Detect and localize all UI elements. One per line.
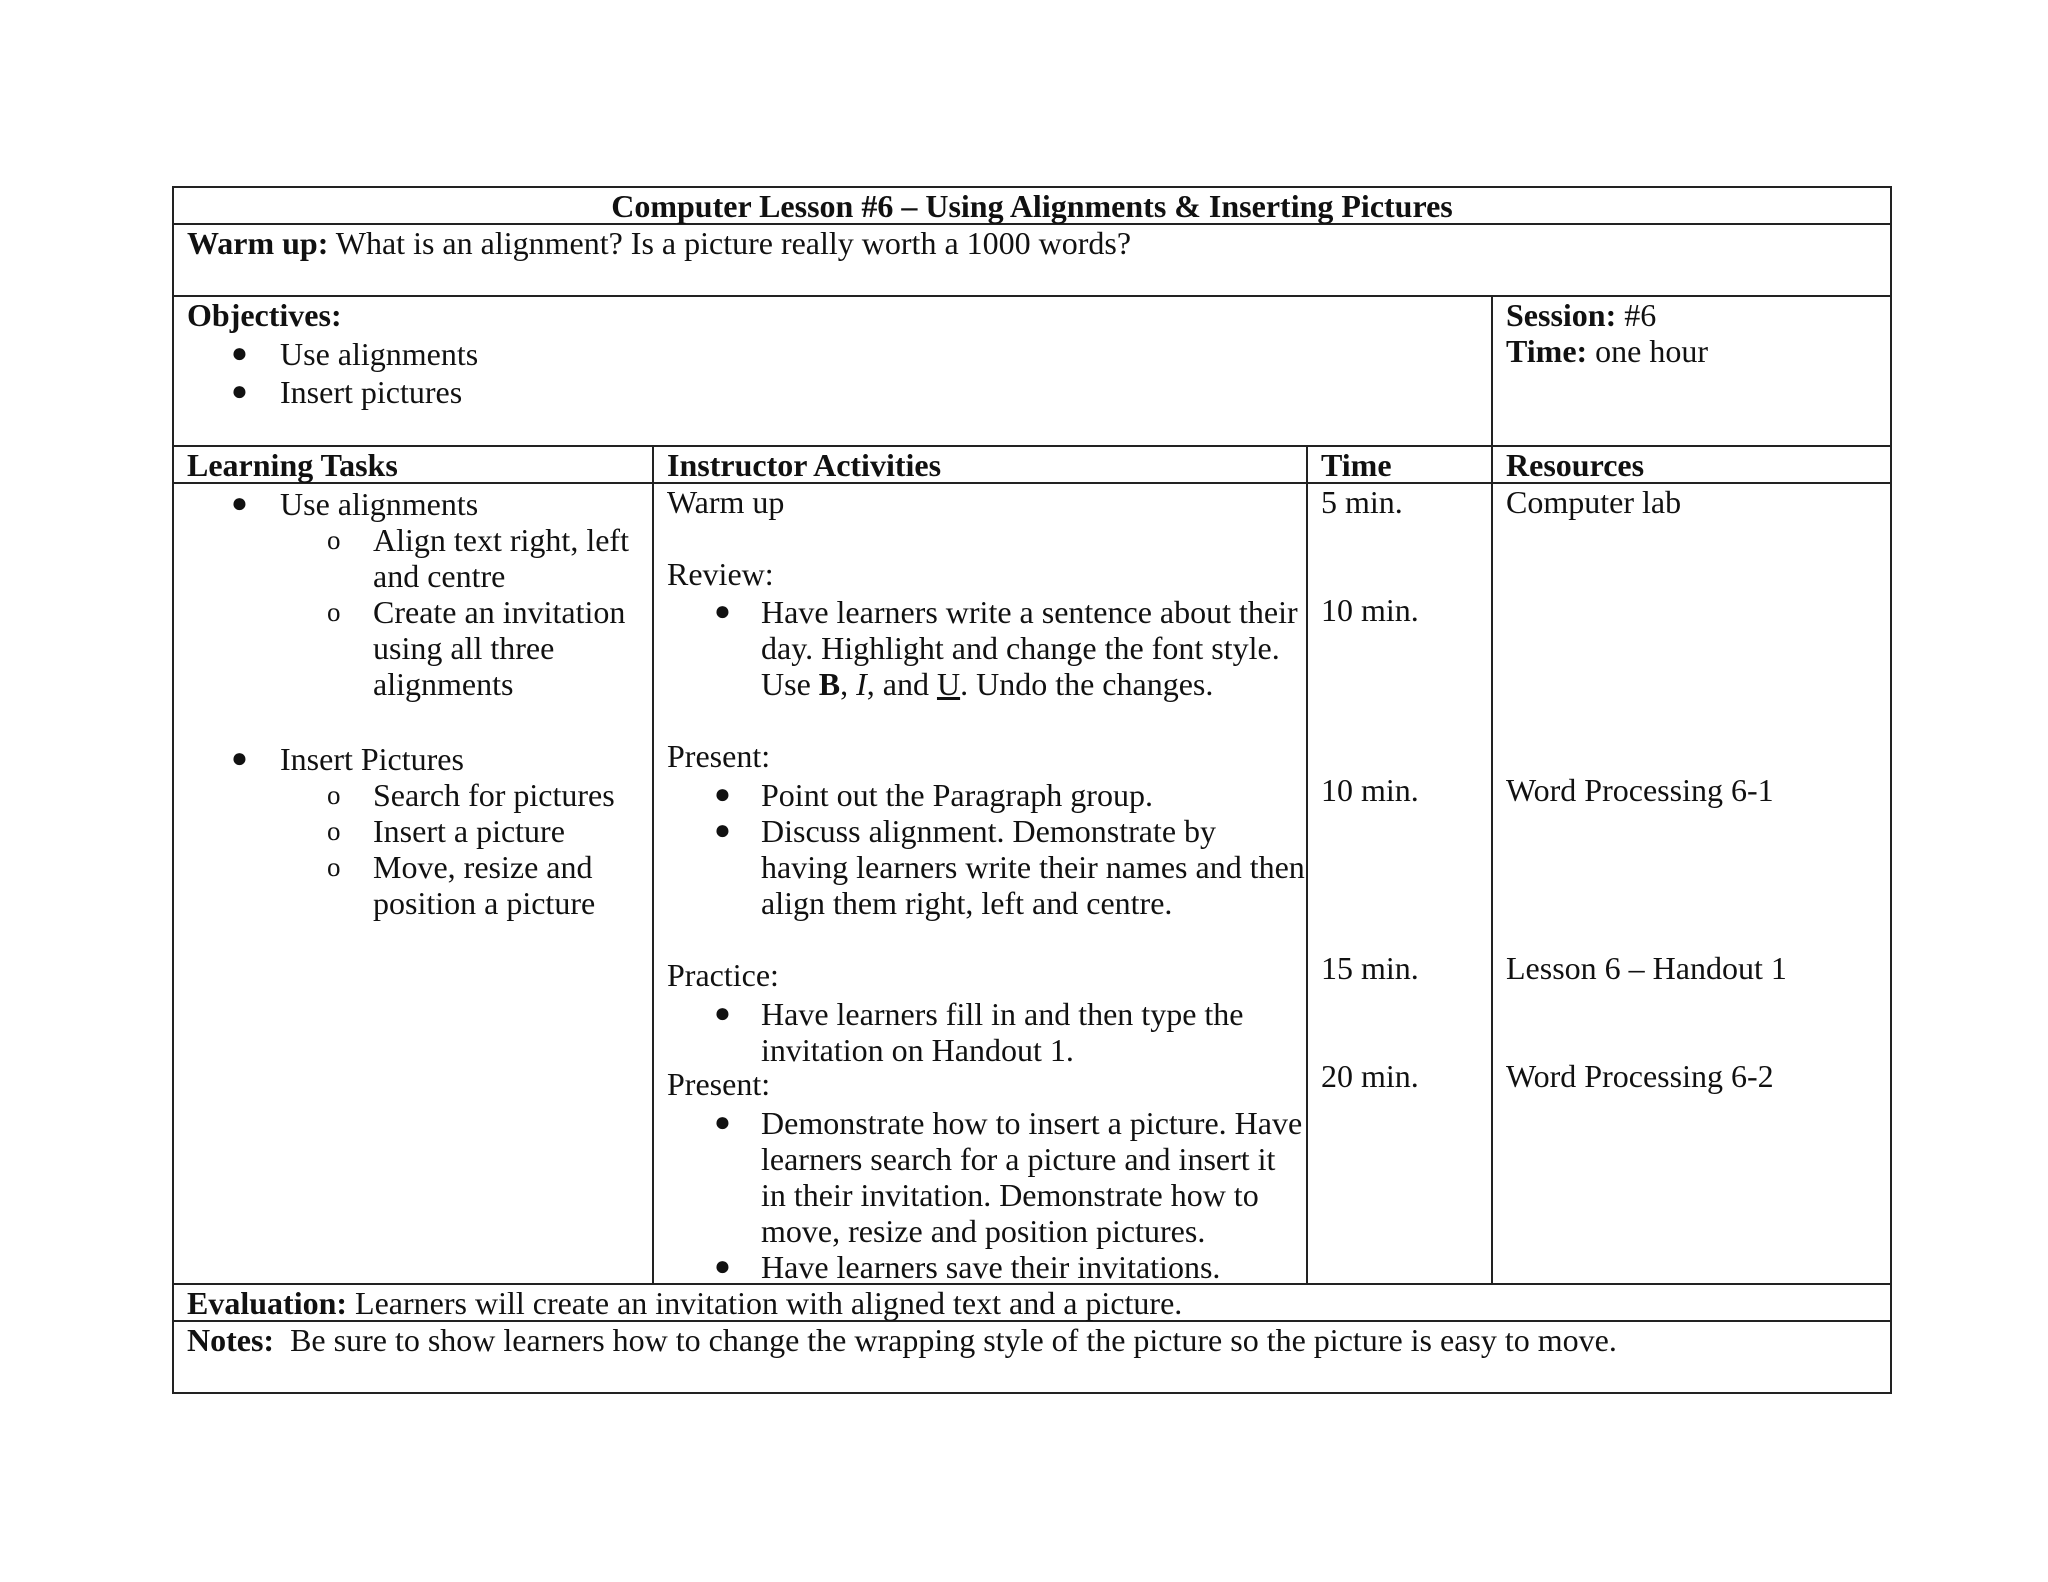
- underline-u: U: [936, 666, 961, 702]
- task-item: Use alignments: [280, 486, 479, 522]
- activity-bullet: ●: [714, 596, 731, 627]
- warmup-label: Warm up:: [187, 225, 329, 261]
- task-subitem: Align text right, left: [373, 522, 629, 558]
- activity-text: Point out the Paragraph group.: [761, 777, 1153, 813]
- objective-bullet: ●: [231, 376, 248, 407]
- objective-item: Insert pictures: [280, 374, 463, 410]
- resource-item: Computer lab: [1506, 484, 1682, 520]
- task-sub-bullet: o: [327, 597, 341, 627]
- activity-text: Have learners write a sentence about their: [761, 594, 1298, 630]
- activity-text: move, resize and position pictures.: [761, 1213, 1206, 1249]
- activity-text: in their invitation. Demonstrate how to: [761, 1177, 1259, 1213]
- activity-heading: Present:: [667, 1066, 771, 1102]
- task-subitem: and centre: [373, 558, 506, 594]
- objectives-label: Objectives:: [187, 297, 342, 333]
- time-line: [1506, 333, 1708, 369]
- activity-text: Have learners save their invitations.: [761, 1249, 1221, 1285]
- time-value: 10 min.: [1321, 592, 1419, 628]
- header-resources: Resources: [1506, 447, 1645, 483]
- task-sub-bullet: o: [327, 816, 341, 846]
- task-subitem: using all three: [373, 630, 555, 666]
- time-value: 15 min.: [1321, 950, 1419, 986]
- activity-heading: Review:: [667, 556, 774, 592]
- activity-heading: Warm up: [667, 484, 785, 520]
- activity-text: learners search for a picture and insert it: [761, 1141, 1276, 1177]
- activity-bullet: ●: [714, 1251, 731, 1282]
- col-divider-session: [1491, 295, 1493, 1284]
- rule-bottom: [172, 1392, 1892, 1394]
- task-subitem: position a picture: [373, 885, 596, 921]
- session-value: #6: [1616, 297, 1657, 333]
- warmup-row: [187, 225, 1131, 261]
- activity-text: Demonstrate how to insert a picture. Have: [761, 1105, 1303, 1141]
- time-value: 5 min.: [1321, 484, 1403, 520]
- activity-text: day. Highlight and change the font style.: [761, 630, 1280, 666]
- resource-item: Word Processing 6-2: [1506, 1058, 1774, 1094]
- activity-heading: Present:: [667, 738, 771, 774]
- task-subitem: Move, resize and: [373, 849, 593, 885]
- notes-label: Notes:: [187, 1322, 275, 1358]
- notes-row: [187, 1322, 1617, 1358]
- activity-heading: Practice:: [667, 957, 779, 993]
- time-value: 10 min.: [1321, 772, 1419, 808]
- activity-text: having learners write their names and then: [761, 849, 1305, 885]
- lesson-title: Computer Lesson #6 – Using Alignments & Inserting Pictures: [611, 188, 1453, 224]
- review-text-a: Use: [761, 666, 819, 702]
- review-text-e: , and: [866, 666, 937, 702]
- activity-text: [761, 666, 1213, 702]
- task-subitem: alignments: [373, 666, 514, 702]
- header-learning-tasks: Learning Tasks: [187, 447, 398, 483]
- activity-text: invitation on Handout 1.: [761, 1032, 1074, 1068]
- objective-bullet: ●: [231, 338, 248, 369]
- activity-text: Discuss alignment. Demonstrate by: [761, 813, 1217, 849]
- task-subitem: Insert a picture: [373, 813, 565, 849]
- task-subitem: Search for pictures: [373, 777, 615, 813]
- activity-bullet: ●: [714, 998, 731, 1029]
- warmup-text: What is an alignment? Is a picture really worth a 1000 words?: [328, 225, 1132, 261]
- activity-bullet: ●: [714, 779, 731, 810]
- task-bullet: ●: [231, 488, 248, 519]
- col-divider-activities: [652, 445, 654, 1284]
- task-sub-bullet: o: [327, 780, 341, 810]
- activity-text: Have learners fill in and then type the: [761, 996, 1244, 1032]
- time-value: one hour: [1587, 333, 1709, 369]
- header-time: Time: [1321, 447, 1392, 483]
- header-instructor-activities: Instructor Activities: [667, 447, 942, 483]
- activity-bullet: ●: [714, 1107, 731, 1138]
- task-sub-bullet: o: [327, 525, 341, 555]
- review-text-c: ,: [840, 666, 857, 702]
- activity-bullet: ●: [714, 815, 731, 846]
- objective-item: Use alignments: [280, 336, 479, 372]
- task-bullet: ●: [231, 743, 248, 774]
- resource-item: Lesson 6 – Handout 1: [1506, 950, 1787, 986]
- task-sub-bullet: o: [327, 852, 341, 882]
- session-line: [1506, 297, 1656, 333]
- evaluation-text: Learners will create an invitation with aligned text and a picture.: [347, 1285, 1183, 1321]
- bold-b: B: [818, 666, 841, 702]
- notes-text: Be sure to show learners how to change the wrapping style of the picture so the picture is easy to move.: [274, 1322, 1617, 1358]
- col-divider-time: [1306, 445, 1308, 1284]
- review-text-g: . Undo the changes.: [960, 666, 1214, 702]
- task-item: Insert Pictures: [280, 741, 464, 777]
- resource-item: Word Processing 6-1: [1506, 772, 1774, 808]
- time-label: Time:: [1506, 333, 1588, 369]
- evaluation-row: [187, 1285, 1182, 1321]
- time-value: 20 min.: [1321, 1058, 1419, 1094]
- italic-i: I: [856, 666, 867, 702]
- evaluation-label: Evaluation:: [187, 1285, 348, 1321]
- task-subitem: Create an invitation: [373, 594, 626, 630]
- activity-text: align them right, left and centre.: [761, 885, 1173, 921]
- session-label: Session:: [1506, 297, 1617, 333]
